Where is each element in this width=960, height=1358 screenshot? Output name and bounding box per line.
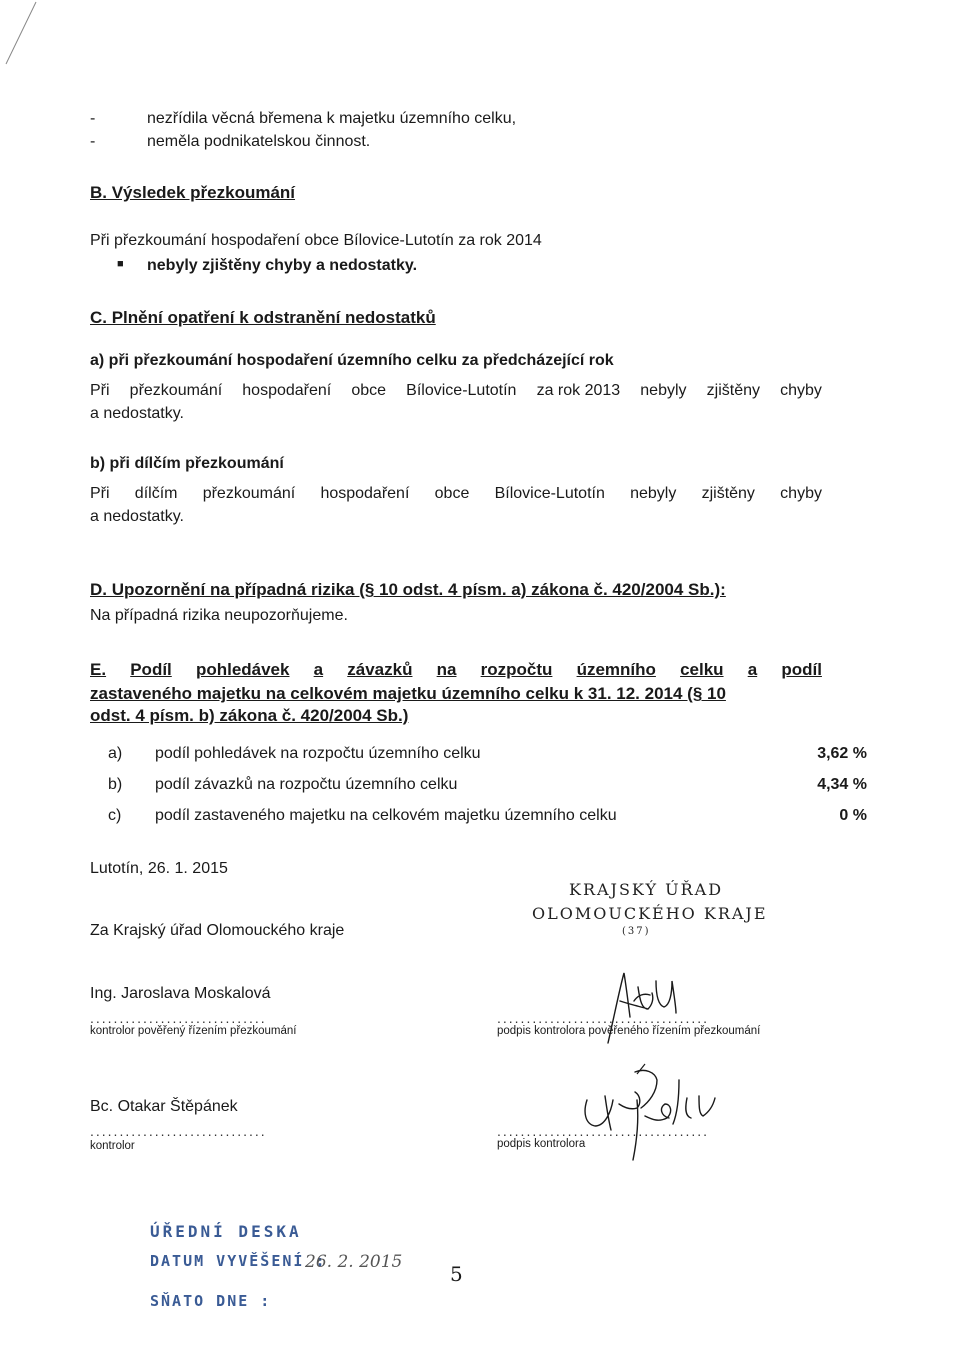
section-e-heading: E. Podíl pohledávek a závazků na rozpočtu územního celku a podíl (90, 660, 822, 679)
signatory-1-role: kontrolor pověřený řízením přezkoumání (90, 1025, 297, 1037)
section-c-heading: C. Plnění opatření k odstranění nedostatků (90, 308, 436, 327)
section-c-b-heading: b) při dílčím přezkoumání (90, 455, 284, 472)
section-e-heading-line3: odst. 4 písm. b) zákona č. 420/2004 Sb.) (90, 706, 409, 725)
office-stamp-line2: OLOMOUCKÉHO KRAJE (532, 904, 768, 923)
list-item: nezřídila věcná břemena k majetku územního celku, (147, 110, 517, 127)
share-row-letter: b) (108, 776, 123, 793)
section-c-a-text-end: a nedostatky. (90, 405, 184, 422)
section-c-a-text: Při přezkoumání hospodaření obce Bílovice-Lutotín za rok 2013 nebyly zjištěny chyby (90, 382, 822, 399)
section-d-text: Na případná rizika neupozorňujeme. (90, 607, 348, 624)
signatory-1-dotted-line: .............................. (90, 1010, 267, 1026)
share-row-label: podíl pohledávek na rozpočtu územního celku (155, 745, 481, 762)
office-name: Za Krajský úřad Olomouckého kraje (90, 922, 345, 939)
section-e-heading-line2: zastaveného majetku na celkovém majetku územního celku k 31. 12. 2014 (§ 10 (90, 684, 726, 703)
registry-stamp-posted-date: 26. 2. 2015 (305, 1252, 403, 1272)
signature-2-handwriting (575, 1060, 725, 1165)
signatory-2-name: Bc. Otakar Štěpánek (90, 1098, 238, 1115)
list-item-dash: - (90, 133, 96, 150)
office-stamp-line3: (37) (622, 926, 651, 937)
office-stamp-line1: KRAJSKÝ ÚŘAD (569, 880, 724, 899)
page-number: 5 (450, 1262, 463, 1286)
section-c-a-heading: a) při přezkoumání hospodaření územního celku za předcházející rok (90, 352, 614, 369)
signature-2-label: podpis kontrolora (497, 1138, 586, 1150)
section-c-b-text: Při dílčím přezkoumání hospodaření obce Bílovice-Lutotín nebyly zjištěny chyby (90, 485, 822, 502)
list-item-dash: - (90, 110, 96, 127)
share-row-label: podíl zastaveného majetku na celkovém majetku územního celku (155, 807, 617, 824)
section-d-heading: D. Upozornění na případná rizika (§ 10 odst. 4 písm. a) zákona č. 420/2004 Sb.): (90, 580, 726, 599)
place-date: Lutotín, 26. 1. 2015 (90, 860, 228, 877)
signature-1-label: podpis kontrolora pověřeného řízením přezkoumání (497, 1025, 761, 1037)
signature-1-handwriting (590, 965, 680, 1050)
registry-stamp-removed-label: SŇATO DNE : (150, 1292, 272, 1310)
scan-corner-mark (0, 0, 40, 70)
share-row-value: 0 % (839, 807, 867, 824)
section-b-result: nebyly zjištěny chyby a nedostatky. (147, 257, 418, 274)
registry-stamp-posted-label: DATUM VYVĚŠENÍ : (150, 1252, 327, 1270)
section-c-b-text-end: a nedostatky. (90, 508, 184, 525)
signature-1-dotted-line: .................................... (497, 1010, 710, 1026)
signature-2-dotted-line: .................................... (497, 1123, 710, 1139)
share-row-letter: c) (108, 807, 122, 824)
signatory-2-dotted-line: .............................. (90, 1123, 267, 1139)
share-row-value: 4,34 % (817, 776, 867, 793)
list-item: neměla podnikatelskou činnost. (147, 133, 371, 150)
share-row-value: 3,62 % (817, 745, 867, 762)
bullet-icon: ■ (117, 258, 124, 270)
section-b-intro: Při přezkoumání hospodaření obce Bílovice-Lutotín za rok 2014 (90, 232, 542, 249)
share-row-letter: a) (108, 745, 123, 762)
section-b-heading: B. Výsledek přezkoumání (90, 183, 296, 202)
signatory-1-name: Ing. Jaroslava Moskalová (90, 985, 271, 1002)
signatory-2-role: kontrolor (90, 1140, 135, 1152)
registry-stamp-title: ÚŘEDNÍ DESKA (150, 1222, 302, 1241)
share-row-label: podíl závazků na rozpočtu územního celku (155, 776, 458, 793)
